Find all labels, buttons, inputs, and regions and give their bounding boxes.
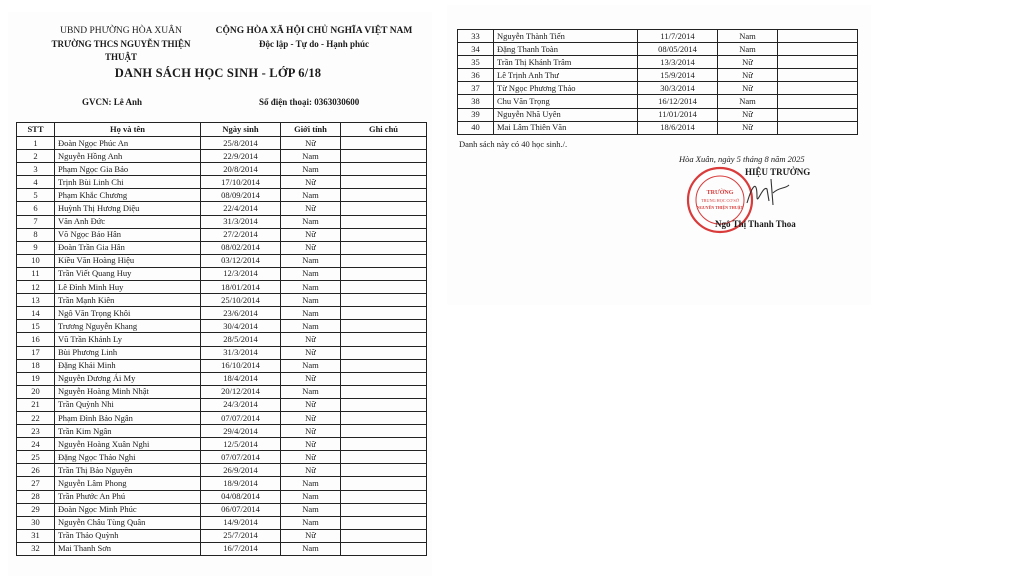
cell-stt: 25 <box>17 451 55 464</box>
cell-stt: 8 <box>17 228 55 241</box>
cell-dob: 04/08/2014 <box>201 490 281 503</box>
cell-dob: 23/6/2014 <box>201 307 281 320</box>
cell-stt: 11 <box>17 267 55 280</box>
cell-note <box>341 189 427 202</box>
table-row <box>17 281 427 294</box>
cell-stt: 16 <box>17 333 55 346</box>
table-row <box>17 425 427 438</box>
table-row <box>17 516 427 529</box>
cell-gender: Nữ <box>718 56 778 69</box>
cell-stt: 38 <box>458 95 494 108</box>
cell-gender: Nam <box>281 477 341 490</box>
cell-stt: 21 <box>17 398 55 411</box>
cell-dob: 31/3/2014 <box>201 346 281 359</box>
cell-dob: 29/4/2014 <box>201 425 281 438</box>
cell-note <box>341 372 427 385</box>
cell-note <box>341 150 427 163</box>
cell-name: Trần Quỳnh Nhi <box>55 398 201 411</box>
nation-line-2: Độc lập - Tự do - Hạnh phúc <box>258 39 369 49</box>
cell-name: Đặng Thanh Toàn <box>494 43 638 56</box>
cell-name: Nguyễn Lâm Phong <box>55 477 201 490</box>
cell-gender: Nữ <box>281 451 341 464</box>
cell-name: Lê Trịnh Anh Thư <box>494 69 638 82</box>
cell-gender: Nữ <box>281 241 341 254</box>
cell-gender: Nam <box>281 254 341 267</box>
cell-gender: Nữ <box>281 333 341 346</box>
principal-title: HIỆU TRƯỞNG <box>745 167 811 177</box>
cell-name: Nguyễn Hồng Anh <box>55 150 201 163</box>
cell-gender: Nữ <box>281 346 341 359</box>
table-row <box>17 333 427 346</box>
table-row <box>17 372 427 385</box>
table-row <box>17 137 427 150</box>
table-row <box>17 542 427 555</box>
cell-gender: Nam <box>281 267 341 280</box>
table-row <box>458 43 858 56</box>
cell-dob: 18/4/2014 <box>201 372 281 385</box>
cell-dob: 30/3/2014 <box>638 82 718 95</box>
cell-stt: 29 <box>17 503 55 516</box>
principal-name: Ngô Thị Thanh Thoa <box>715 219 796 229</box>
cell-dob: 12/3/2014 <box>201 267 281 280</box>
org-line-1: UBND PHƯỜNG HÒA XUÂN <box>60 26 182 36</box>
stamp-text-mid: TRUNG HỌC CƠ SỞ <box>701 198 739 203</box>
col-stt: STT <box>17 123 55 137</box>
cell-name: Mai Lâm Thiên Văn <box>494 121 638 134</box>
header-nation <box>214 25 414 51</box>
cell-dob: 07/07/2014 <box>201 451 281 464</box>
cell-name: Mai Thanh Sơn <box>55 542 201 555</box>
cell-stt: 23 <box>17 425 55 438</box>
table-row <box>17 267 427 280</box>
cell-name: Trần Phước An Phú <box>55 490 201 503</box>
cell-note <box>778 95 858 108</box>
cell-name: Nguyễn Hoàng Xuân Nghi <box>55 438 201 451</box>
cell-stt: 12 <box>17 281 55 294</box>
cell-name: Nguyễn Hoàng Minh Nhật <box>55 385 201 398</box>
cell-name: Huỳnh Thị Hương Diệu <box>55 202 201 215</box>
cell-name: Nguyễn Châu Tùng Quân <box>55 516 201 529</box>
cell-stt: 24 <box>17 438 55 451</box>
cell-gender: Nữ <box>281 529 341 542</box>
cell-dob: 16/10/2014 <box>201 359 281 372</box>
cell-note <box>778 121 858 134</box>
cell-gender: Nữ <box>718 82 778 95</box>
document-page-1 <box>8 12 432 576</box>
cell-name: Trần Thị Khánh Trâm <box>494 56 638 69</box>
cell-gender: Nữ <box>281 438 341 451</box>
cell-stt: 37 <box>458 82 494 95</box>
cell-gender: Nam <box>281 281 341 294</box>
cell-dob: 22/9/2014 <box>201 150 281 163</box>
student-table-page-1 <box>16 122 427 556</box>
cell-gender: Nam <box>718 30 778 43</box>
table-row <box>17 359 427 372</box>
cell-gender: Nữ <box>281 176 341 189</box>
cell-stt: 3 <box>17 163 55 176</box>
cell-note <box>778 43 858 56</box>
cell-stt: 14 <box>17 307 55 320</box>
cell-stt: 6 <box>17 202 55 215</box>
cell-dob: 31/3/2014 <box>201 215 281 228</box>
cell-note <box>341 320 427 333</box>
teacher-phone: Số điện thoại: 0363030600 <box>259 97 360 107</box>
table-row <box>17 490 427 503</box>
table-row <box>458 121 858 134</box>
table-row <box>17 254 427 267</box>
cell-dob: 25/8/2014 <box>201 137 281 150</box>
cell-gender: Nam <box>281 307 341 320</box>
cell-note <box>341 411 427 424</box>
cell-dob: 07/07/2014 <box>201 411 281 424</box>
cell-note <box>341 451 427 464</box>
cell-note <box>778 30 858 43</box>
student-count-note: Danh sách này có 40 học sinh./. <box>459 139 568 149</box>
cell-dob: 25/10/2014 <box>201 294 281 307</box>
col-gender: Giới tính <box>281 123 341 137</box>
cell-name: Phạm Đình Bảo Ngân <box>55 411 201 424</box>
table-row <box>17 385 427 398</box>
cell-stt: 36 <box>458 69 494 82</box>
cell-note <box>778 82 858 95</box>
table-row <box>17 438 427 451</box>
table-row <box>17 176 427 189</box>
cell-gender: Nữ <box>281 398 341 411</box>
table-row <box>17 189 427 202</box>
cell-name: Từ Ngọc Phương Thảo <box>494 82 638 95</box>
org-line-2: TRƯỜNG THCS NGUYỄN THIỆN THUẬT <box>51 39 191 62</box>
table-row <box>458 82 858 95</box>
cell-dob: 17/10/2014 <box>201 176 281 189</box>
cell-name: Trần Thảo Quỳnh <box>55 529 201 542</box>
cell-gender: Nữ <box>281 202 341 215</box>
cell-note <box>341 163 427 176</box>
table-row <box>17 451 427 464</box>
cell-gender: Nữ <box>281 425 341 438</box>
cell-name: Chu Văn Trọng <box>494 95 638 108</box>
cell-name: Phạm Ngọc Gia Bảo <box>55 163 201 176</box>
cell-gender: Nam <box>281 516 341 529</box>
cell-note <box>341 477 427 490</box>
cell-gender: Nam <box>281 163 341 176</box>
cell-stt: 13 <box>17 294 55 307</box>
cell-note <box>778 108 858 121</box>
cell-dob: 15/9/2014 <box>638 69 718 82</box>
cell-stt: 28 <box>17 490 55 503</box>
homeroom-teacher: GVCN: Lê Anh <box>82 97 143 107</box>
cell-note <box>341 202 427 215</box>
cell-dob: 27/2/2014 <box>201 228 281 241</box>
cell-name: Nguyễn Dương Ái My <box>55 372 201 385</box>
cell-gender: Nữ <box>718 69 778 82</box>
cell-dob: 03/12/2014 <box>201 254 281 267</box>
cell-gender: Nam <box>718 95 778 108</box>
cell-stt: 27 <box>17 477 55 490</box>
cell-dob: 14/9/2014 <box>201 516 281 529</box>
cell-stt: 18 <box>17 359 55 372</box>
cell-note <box>341 346 427 359</box>
cell-dob: 22/4/2014 <box>201 202 281 215</box>
cell-name: Phạm Khắc Chương <box>55 189 201 202</box>
header-organization <box>36 25 206 64</box>
cell-stt: 4 <box>17 176 55 189</box>
cell-stt: 33 <box>458 30 494 43</box>
cell-name: Đoàn Ngọc Minh Phúc <box>55 503 201 516</box>
stamp-text-name: NGUYỄN THIỆN THUẬT <box>696 205 744 210</box>
table-row <box>17 411 427 424</box>
cell-name: Trịnh Bùi Linh Chi <box>55 176 201 189</box>
cell-note <box>341 254 427 267</box>
cell-stt: 2 <box>17 150 55 163</box>
document-page-2 <box>447 5 871 305</box>
cell-stt: 10 <box>17 254 55 267</box>
cell-name: Đoàn Ngọc Phúc An <box>55 137 201 150</box>
table-row <box>17 464 427 477</box>
table-row <box>17 346 427 359</box>
cell-dob: 06/07/2014 <box>201 503 281 516</box>
cell-gender: Nam <box>281 150 341 163</box>
cell-name: Trương Nguyễn Khang <box>55 320 201 333</box>
table-row <box>17 241 427 254</box>
table-row <box>458 95 858 108</box>
cell-stt: 32 <box>17 542 55 555</box>
cell-dob: 11/7/2014 <box>638 30 718 43</box>
cell-gender: Nữ <box>281 411 341 424</box>
table-row <box>17 294 427 307</box>
cell-note <box>341 294 427 307</box>
cell-stt: 1 <box>17 137 55 150</box>
stamp-text-top: TRƯỜNG <box>706 190 734 196</box>
cell-note <box>341 516 427 529</box>
cell-dob: 18/9/2014 <box>201 477 281 490</box>
table-row <box>458 69 858 82</box>
cell-dob: 26/9/2014 <box>201 464 281 477</box>
cell-dob: 18/6/2014 <box>638 121 718 134</box>
cell-note <box>778 56 858 69</box>
cell-dob: 16/7/2014 <box>201 542 281 555</box>
cell-note <box>341 503 427 516</box>
cell-name: Ngô Văn Trọng Khôi <box>55 307 201 320</box>
cell-gender: Nữ <box>281 464 341 477</box>
table-row <box>17 163 427 176</box>
table-row <box>17 320 427 333</box>
cell-stt: 40 <box>458 121 494 134</box>
cell-gender: Nữ <box>281 228 341 241</box>
table-header-row <box>17 123 427 137</box>
cell-name: Kiều Văn Hoàng Hiệu <box>55 254 201 267</box>
table-row <box>458 108 858 121</box>
cell-gender: Nam <box>281 359 341 372</box>
cell-gender: Nữ <box>718 121 778 134</box>
col-name: Họ và tên <box>55 123 201 137</box>
cell-note <box>341 490 427 503</box>
cell-dob: 11/01/2014 <box>638 108 718 121</box>
cell-name: Nguyễn Thành Tiến <box>494 30 638 43</box>
table-row <box>458 56 858 69</box>
cell-dob: 08/05/2014 <box>638 43 718 56</box>
cell-note <box>341 307 427 320</box>
cell-dob: 16/12/2014 <box>638 95 718 108</box>
cell-gender: Nữ <box>718 108 778 121</box>
cell-note <box>341 333 427 346</box>
cell-note <box>341 398 427 411</box>
cell-gender: Nam <box>281 490 341 503</box>
cell-dob: 30/4/2014 <box>201 320 281 333</box>
cell-stt: 19 <box>17 372 55 385</box>
cell-name: Nguyễn Nhã Uyên <box>494 108 638 121</box>
cell-name: Văn Anh Đức <box>55 215 201 228</box>
cell-gender: Nam <box>281 294 341 307</box>
cell-note <box>341 281 427 294</box>
cell-note <box>341 176 427 189</box>
cell-name: Trần Thị Bảo Nguyên <box>55 464 201 477</box>
cell-name: Đặng Khải Minh <box>55 359 201 372</box>
cell-gender: Nam <box>281 189 341 202</box>
cell-dob: 20/12/2014 <box>201 385 281 398</box>
cell-note <box>341 241 427 254</box>
cell-gender: Nam <box>281 385 341 398</box>
cell-stt: 30 <box>17 516 55 529</box>
cell-gender: Nữ <box>281 137 341 150</box>
signing-date: Hòa Xuân, ngày 5 tháng 8 năm 2025 <box>679 154 805 164</box>
cell-name: Bùi Phương Linh <box>55 346 201 359</box>
student-table-page-2 <box>457 29 858 135</box>
table-row <box>458 30 858 43</box>
cell-stt: 5 <box>17 189 55 202</box>
cell-dob: 28/5/2014 <box>201 333 281 346</box>
cell-dob: 13/3/2014 <box>638 56 718 69</box>
cell-stt: 7 <box>17 215 55 228</box>
cell-name: Trần Viết Quang Huy <box>55 267 201 280</box>
cell-name: Vũ Trần Khánh Ly <box>55 333 201 346</box>
cell-note <box>341 359 427 372</box>
table-row <box>17 398 427 411</box>
cell-note <box>341 228 427 241</box>
table-row <box>17 503 427 516</box>
table-row <box>17 228 427 241</box>
cell-stt: 39 <box>458 108 494 121</box>
cell-note <box>341 464 427 477</box>
cell-dob: 08/09/2014 <box>201 189 281 202</box>
table-row <box>17 307 427 320</box>
cell-note <box>778 69 858 82</box>
table-row <box>17 150 427 163</box>
cell-gender: Nam <box>718 43 778 56</box>
cell-stt: 35 <box>458 56 494 69</box>
table-row <box>17 202 427 215</box>
cell-stt: 26 <box>17 464 55 477</box>
cell-note <box>341 438 427 451</box>
cell-dob: 18/01/2014 <box>201 281 281 294</box>
signature-mark <box>743 175 803 215</box>
cell-stt: 34 <box>458 43 494 56</box>
table-row <box>17 215 427 228</box>
cell-name: Lê Đình Minh Huy <box>55 281 201 294</box>
cell-dob: 12/5/2014 <box>201 438 281 451</box>
cell-stt: 20 <box>17 385 55 398</box>
cell-name: Đoàn Trần Gia Hân <box>55 241 201 254</box>
col-note: Ghi chú <box>341 123 427 137</box>
cell-gender: Nam <box>281 542 341 555</box>
table-row <box>17 529 427 542</box>
cell-dob: 20/8/2014 <box>201 163 281 176</box>
cell-note <box>341 542 427 555</box>
cell-dob: 08/02/2014 <box>201 241 281 254</box>
cell-gender: Nam <box>281 320 341 333</box>
cell-note <box>341 425 427 438</box>
cell-gender: Nam <box>281 503 341 516</box>
cell-name: Trần Mạnh Kiên <box>55 294 201 307</box>
cell-gender: Nữ <box>281 372 341 385</box>
cell-note <box>341 267 427 280</box>
cell-stt: 22 <box>17 411 55 424</box>
col-dob: Ngày sinh <box>201 123 281 137</box>
cell-stt: 17 <box>17 346 55 359</box>
cell-name: Trần Kim Ngân <box>55 425 201 438</box>
cell-note <box>341 137 427 150</box>
cell-stt: 31 <box>17 529 55 542</box>
cell-dob: 25/7/2014 <box>201 529 281 542</box>
cell-dob: 24/3/2014 <box>201 398 281 411</box>
cell-note <box>341 529 427 542</box>
table-row <box>17 477 427 490</box>
cell-name: Võ Ngọc Bảo Hân <box>55 228 201 241</box>
cell-gender: Nam <box>281 215 341 228</box>
cell-stt: 15 <box>17 320 55 333</box>
cell-stt: 9 <box>17 241 55 254</box>
nation-line-1: CỘNG HÒA XÃ HỘI CHỦ NGHĨA VIỆT NAM <box>215 26 413 36</box>
cell-name: Đặng Ngọc Thảo Nghi <box>55 451 201 464</box>
cell-note <box>341 215 427 228</box>
cell-note <box>341 385 427 398</box>
page-title: DANH SÁCH HỌC SINH - LỚP 6/18 <box>114 66 322 80</box>
